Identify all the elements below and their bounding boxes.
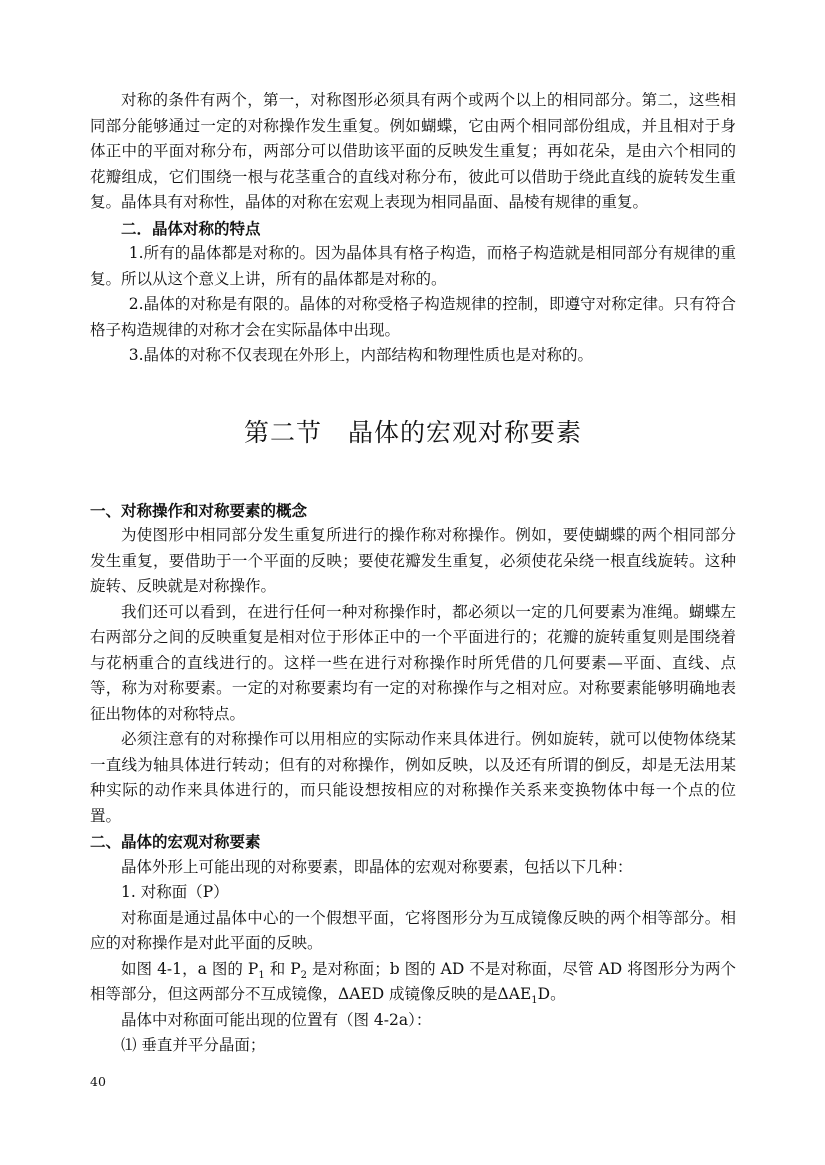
section-number: 第二节 — [243, 417, 322, 447]
heading-concepts: 一、对称操作和对称要素的概念 — [90, 500, 308, 520]
feature-item: 2.晶体的对称是有限的。晶体的对称受格子构造规律的控制，即遵守对称定律。只有符合格子构造规律的对称才会在实际晶体中出现。 — [90, 295, 736, 339]
section-title — [90, 415, 736, 451]
page-number: 40 — [90, 1074, 106, 1089]
heading-macro-elements: 二、晶体的宏观对称要素 — [90, 832, 261, 851]
list-item: ⑴ 垂直并平分晶面； — [121, 1036, 266, 1054]
page-body — [90, 88, 736, 1059]
paragraph: 晶体外形上可能出现的对称要素，即晶体的宏观对称要素，包括以下几种： — [121, 857, 633, 876]
paragraph: 晶体中对称面可能出现的位置有（图 4-2a）： — [121, 1010, 432, 1029]
paragraph: 对称的条件有两个，第一，对称图形必须具有两个或两个以上的相同部分。第二，这些相同部分能够通过一定的对称操作发生重复。例如蝴蝶，它由两个相同部份组成，并且相对于身体正中的平面对称分布，两部分可以借助该平面的反映发生重复；再如花朵，是由六个相同的花瓣组成，它们围绕一根与花茎重合的直线对称分布，彼此可以借助于绕此直线的旋转发生重复。晶体具有对称性，晶体的对称在宏观上表现为相同晶面、晶棱有规律的重复。 — [90, 91, 736, 211]
heading-features: 二．晶体对称的特点 — [121, 218, 261, 238]
paragraph: 必须注意有的对称操作可以用相应的实际动作来具体进行。例如旋转，就可以使物体绕某一直线为轴具体进行转动；但有的对称操作，例如反映，以及还有所谓的倒反，却是无法用某种实际的动作来具体进行的，而只能设想按相应的对称操作关系来变换物体中每一个点的位置。 — [90, 730, 736, 825]
list-item: 1. 对称面（P） — [121, 883, 229, 901]
paragraph: 为使图形中相同部分发生重复所进行的操作称对称操作。例如，要使蝴蝶的两个相同部分发生重复，要借助于一个平面的反映；要使花瓣发生重复，必须使花朵绕一根直线旋转。这种旋转、反映就是对称操作。 — [90, 526, 736, 595]
feature-item: 1.所有的晶体都是对称的。因为晶体具有格子构造，而格子构造就是相同部分有规律的重复。所以从这个意义上讲，所有的晶体都是对称的。 — [90, 244, 736, 288]
paragraph: 我们还可以看到，在进行任何一种对称操作时，都必须以一定的几何要素为准绳。蝴蝶左右两部分之间的反映重复是相对位于形体正中的一个平面进行的；花瓣的旋转重复则是围绕着与花柄重合的直线进行的。这样一些在进行对称操作时所凭借的几何要素—平面、直线、点等，称为对称要素。一定的对称要素均有一定的对称操作与之相对应。对称要素能够明确地表征出物体的对称特点。 — [90, 602, 736, 723]
paragraph-figure-ref: 如图 4-1，a 图的 $P_1$ 和 $P_2$ 是对称面；b 图的 AD 不是对称面，尽管 AD 将图形分为两个相等部分，但这两部分不互成镜像，ΔAED 成镜像反映的是$\Delta AE_1D$。 — [90, 959, 736, 1007]
feature-item: 3.晶体的对称不仅表现在外形上，内部结构和物理性质也是对称的。 — [128, 346, 594, 364]
section-name: 晶体的宏观对称要素 — [348, 417, 583, 447]
paragraph: 对称面是通过晶体中心的一个假想平面，它将图形分为互成镜像反映的两个相等部分。相应的对称操作是对此平面的反映。 — [90, 908, 736, 952]
